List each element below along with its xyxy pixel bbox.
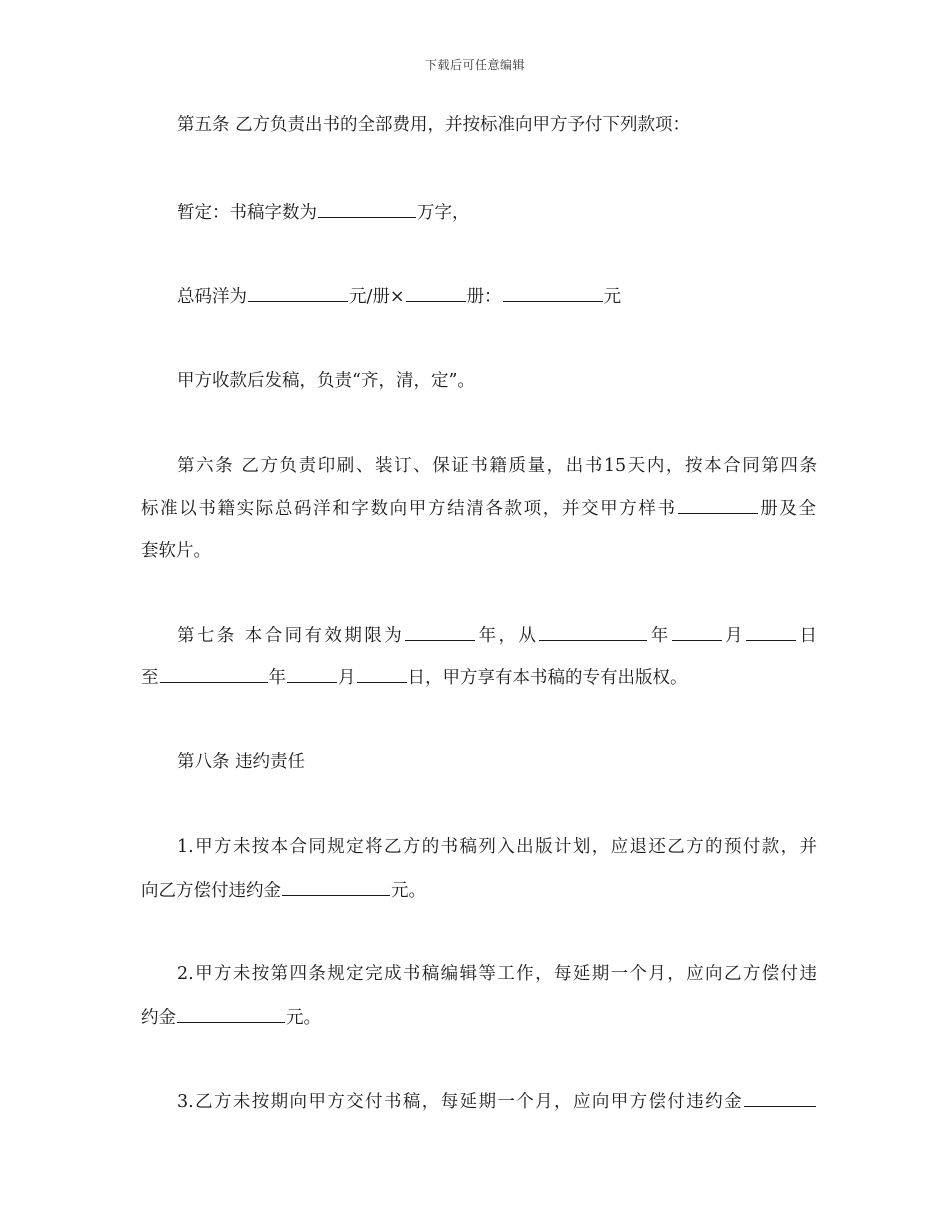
- article-8-title-text: 第八条 违约责任: [177, 752, 306, 772]
- item-2-text-1: 2.甲方未按第四条规定完成书稿编辑等工作，每延期一个月，应向乙方偿付违: [177, 964, 817, 984]
- start-month-unit: 月: [722, 626, 746, 646]
- total-amount-unit: 元: [603, 287, 622, 307]
- start-year-blank: [539, 623, 647, 641]
- item-2-penalty-blank: [177, 1005, 285, 1023]
- article-8-item-1-line-2: [141, 878, 816, 903]
- article-6-text-1: 第六条 乙方负责印刷、装订、保证书籍质量，出书15天内，按本合同第四条: [177, 456, 817, 476]
- article-8-item-3-line-1: [177, 1089, 817, 1114]
- article-6-line-2: [141, 496, 816, 521]
- end-year-unit: 年: [268, 668, 286, 688]
- copies-blank: [406, 284, 466, 302]
- item-1-unit: 元。: [391, 881, 426, 901]
- end-month-unit: 月: [338, 668, 356, 688]
- tentative-label: 暂定：书稿字数为: [177, 203, 317, 223]
- unit-price-blank: [248, 284, 348, 302]
- to-label: 至: [141, 668, 159, 688]
- item-3-text-1: 3.乙方未按期向甲方交付书稿，每延期一个月，应向甲方偿付违约金: [177, 1092, 743, 1112]
- article-5-text: [177, 113, 817, 137]
- article-6-text-3: 套软片。: [141, 541, 211, 561]
- validity-from-label: 年，从: [476, 626, 539, 646]
- start-month-blank: [672, 623, 722, 641]
- validity-label: 第七条 本合同有效期限为: [177, 626, 405, 646]
- article-7-line-2: [141, 665, 816, 690]
- article-7-line-1: [177, 623, 817, 648]
- exclusive-right-text: 日，甲方享有本书稿的专有出版权。: [407, 668, 688, 688]
- page-header: 下载后可任意编辑: [424, 58, 525, 72]
- start-day-blank: [746, 623, 796, 641]
- article-8-title: [177, 750, 817, 774]
- item-1-penalty-blank: [282, 878, 390, 896]
- start-day-unit: 日: [797, 626, 818, 646]
- article-8-item-2-line-2: [141, 1005, 816, 1030]
- after-payment-line: [177, 369, 817, 393]
- end-day-blank: [357, 665, 407, 683]
- article-8-item-2-line-1: [177, 962, 817, 986]
- copies-unit: 册：: [466, 287, 502, 307]
- item-1-text-1: 1.甲方未按本合同规定将乙方的书稿列入出版计划，应退还乙方的预付款，并: [177, 837, 817, 857]
- article-5-clause: 第五条 乙方负责出书的全部费用，并按标准向甲方予付下列款项：: [177, 115, 691, 135]
- validity-years-blank: [405, 623, 475, 641]
- start-year-unit: 年: [648, 626, 671, 646]
- total-price-line: [177, 284, 817, 309]
- end-year-blank: [160, 665, 268, 683]
- article-8-item-1-line-1: [177, 835, 817, 859]
- word-count-unit: 万字，: [417, 203, 470, 223]
- article-6-text-2: 标准以书籍实际总码洋和字数向甲方结清各款项，并交甲方样书: [141, 499, 677, 519]
- article-6-text-2b: 册及全: [758, 499, 817, 519]
- unit-price-unit: 元/册×: [349, 287, 405, 307]
- end-month-blank: [287, 665, 337, 683]
- sample-copies-blank: [678, 496, 758, 514]
- item-2-text-2: 约金: [141, 1008, 176, 1028]
- article-6-line-1: [177, 454, 817, 478]
- total-amount-blank: [503, 284, 603, 302]
- item-2-unit: 元。: [286, 1008, 321, 1028]
- word-count-blank: [318, 200, 416, 218]
- item-1-text-2: 向乙方偿付违约金: [141, 881, 281, 901]
- item-3-penalty-blank: [744, 1089, 816, 1107]
- total-price-label: 总码洋为: [177, 287, 247, 307]
- tentative-word-count-line: [177, 200, 817, 225]
- article-6-line-3: [141, 539, 816, 563]
- after-payment-text: 甲方收款后发稿，负责“齐，清，定”。: [177, 371, 475, 391]
